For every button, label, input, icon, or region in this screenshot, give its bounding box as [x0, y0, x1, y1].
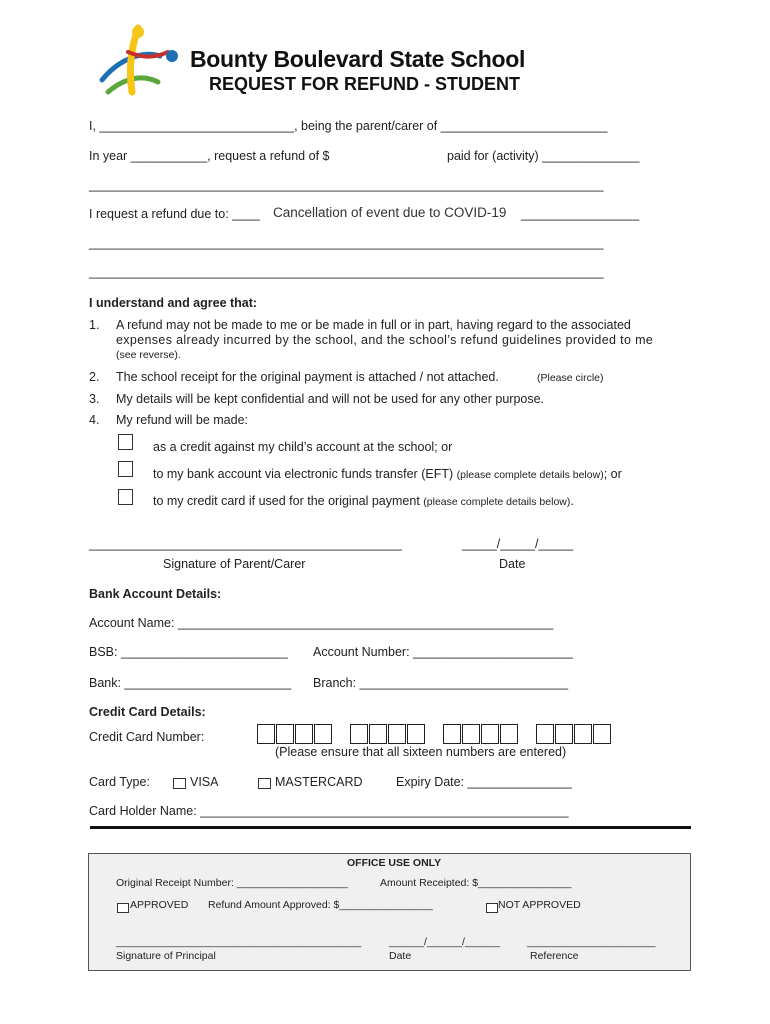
- office-heading: OFFICE USE ONLY: [347, 857, 442, 869]
- bank-field[interactable]: Bank: ________________________: [89, 676, 292, 690]
- item-number: 4.: [89, 413, 100, 427]
- office-date-line[interactable]: ______/______/______: [389, 936, 500, 948]
- item-number: 1.: [89, 318, 100, 332]
- not-approved-label: NOT APPROVED: [498, 899, 581, 911]
- credit-card-checkbox[interactable]: [118, 489, 133, 505]
- blank-line-3[interactable]: __________________________________________________________________________: [89, 265, 604, 279]
- item-4-text: My refund will be made:: [116, 413, 249, 427]
- not-approved-checkbox[interactable]: [486, 903, 498, 913]
- card-digit-box[interactable]: [314, 724, 332, 744]
- approved-label: APPROVED: [130, 899, 189, 911]
- school-logo: [98, 22, 182, 98]
- blank-line-2[interactable]: __________________________________________________________________________: [89, 236, 604, 250]
- office-use-box: [88, 853, 691, 971]
- account-name-field[interactable]: Account Name: ______________________________________________________: [89, 616, 554, 630]
- mastercard-checkbox[interactable]: [258, 778, 271, 789]
- card-number-group-4[interactable]: [536, 724, 612, 744]
- reference-label: Reference: [530, 950, 579, 962]
- school-name: Bounty Boulevard State School: [190, 46, 526, 72]
- item-3-text: My details will be kept confidential and will not be used for any other purpose.: [116, 392, 545, 406]
- visa-checkbox[interactable]: [173, 778, 186, 789]
- principal-signature-label: Signature of Principal: [116, 950, 216, 962]
- card-number-group-1[interactable]: [257, 724, 333, 744]
- option-credit-card: to my credit card if used for the original payment (please complete details below).: [153, 494, 574, 508]
- signature-label: Signature of Parent/Carer: [163, 557, 306, 571]
- approved-checkbox[interactable]: [117, 903, 129, 913]
- credit-heading: Credit Card Details:: [89, 705, 206, 719]
- option-credit-account: as a credit against my child’s account at the school; or: [153, 440, 453, 454]
- card-digit-box[interactable]: [369, 724, 387, 744]
- item-2-text: The school receipt for the original payment is attached / not attached.: [116, 370, 499, 384]
- amount-receipted-field[interactable]: Amount Receipted: $________________: [380, 877, 572, 889]
- item-1-text: A refund may not be made to me or be made in full or in part, having regard to the associated: [116, 318, 631, 332]
- visa-label: VISA: [190, 775, 219, 789]
- office-date-label: Date: [389, 950, 412, 962]
- eft-checkbox[interactable]: [118, 461, 133, 477]
- card-number-note: (Please ensure that all sixteen numbers are entered): [275, 745, 567, 759]
- account-number-field[interactable]: Account Number: _______________________: [313, 645, 573, 659]
- reason-value[interactable]: Cancellation of event due to COVID-19: [273, 205, 507, 220]
- card-number-group-2[interactable]: [350, 724, 426, 744]
- reason-trail-line: _________________: [521, 207, 640, 221]
- card-digit-box[interactable]: [536, 724, 554, 744]
- card-digit-box[interactable]: [257, 724, 275, 744]
- item-number: 3.: [89, 392, 100, 406]
- signature-date-line[interactable]: _____/_____/_____: [462, 537, 574, 551]
- card-digit-box[interactable]: [462, 724, 480, 744]
- card-number-label: Credit Card Number:: [89, 730, 205, 744]
- item-1-text: (see reverse).: [116, 349, 181, 361]
- expiry-date-field[interactable]: Expiry Date: _______________: [396, 775, 572, 789]
- card-digit-box[interactable]: [574, 724, 592, 744]
- card-holder-field[interactable]: Card Holder Name: _____________________________________________________: [89, 804, 569, 818]
- card-digit-box[interactable]: [295, 724, 313, 744]
- card-digit-box[interactable]: [388, 724, 406, 744]
- item-1-text: expenses already incurred by the school, and the school’s refund guidelines provided to me: [116, 333, 654, 347]
- card-digit-box[interactable]: [276, 724, 294, 744]
- parent-name-line[interactable]: I, ____________________________, being the parent/carer of ________________________: [89, 119, 608, 133]
- year-refund-line[interactable]: In year ___________, request a refund of $: [89, 149, 330, 163]
- receipt-number-field[interactable]: Original Receipt Number: ___________________: [116, 877, 348, 889]
- reference-line[interactable]: ______________________: [527, 936, 656, 948]
- card-digit-box[interactable]: [350, 724, 368, 744]
- form-title: REQUEST FOR REFUND - STUDENT: [209, 74, 521, 94]
- card-digit-box[interactable]: [443, 724, 461, 744]
- card-number-group-3[interactable]: [443, 724, 519, 744]
- option-eft: to my bank account via electronic funds transfer (EFT) (please complete details below); or: [153, 467, 622, 481]
- card-digit-box[interactable]: [593, 724, 611, 744]
- bsb-field[interactable]: BSB: ________________________: [89, 645, 288, 659]
- card-digit-box[interactable]: [407, 724, 425, 744]
- refund-amount-field[interactable]: Refund Amount Approved: $________________: [208, 899, 433, 911]
- blank-line-1[interactable]: __________________________________________________________________________: [89, 178, 604, 192]
- agreement-heading: I understand and agree that:: [89, 296, 258, 310]
- credit-account-checkbox[interactable]: [118, 434, 133, 450]
- card-type-label: Card Type:: [89, 775, 150, 789]
- principal-signature-line[interactable]: __________________________________________: [116, 936, 362, 948]
- item-2-note: (Please circle): [537, 372, 604, 384]
- parent-signature-line[interactable]: _____________________________________________: [89, 537, 402, 551]
- card-digit-box[interactable]: [481, 724, 499, 744]
- branch-field[interactable]: Branch: ______________________________: [313, 676, 569, 690]
- item-number: 2.: [89, 370, 100, 384]
- date-label: Date: [499, 557, 526, 571]
- mastercard-label: MASTERCARD: [275, 775, 363, 789]
- activity-line[interactable]: paid for (activity) ______________: [447, 149, 640, 163]
- reason-label: I request a refund due to: ____: [89, 207, 260, 221]
- section-divider: [90, 826, 691, 829]
- bank-heading: Bank Account Details:: [89, 587, 222, 601]
- card-digit-box[interactable]: [500, 724, 518, 744]
- card-digit-box[interactable]: [555, 724, 573, 744]
